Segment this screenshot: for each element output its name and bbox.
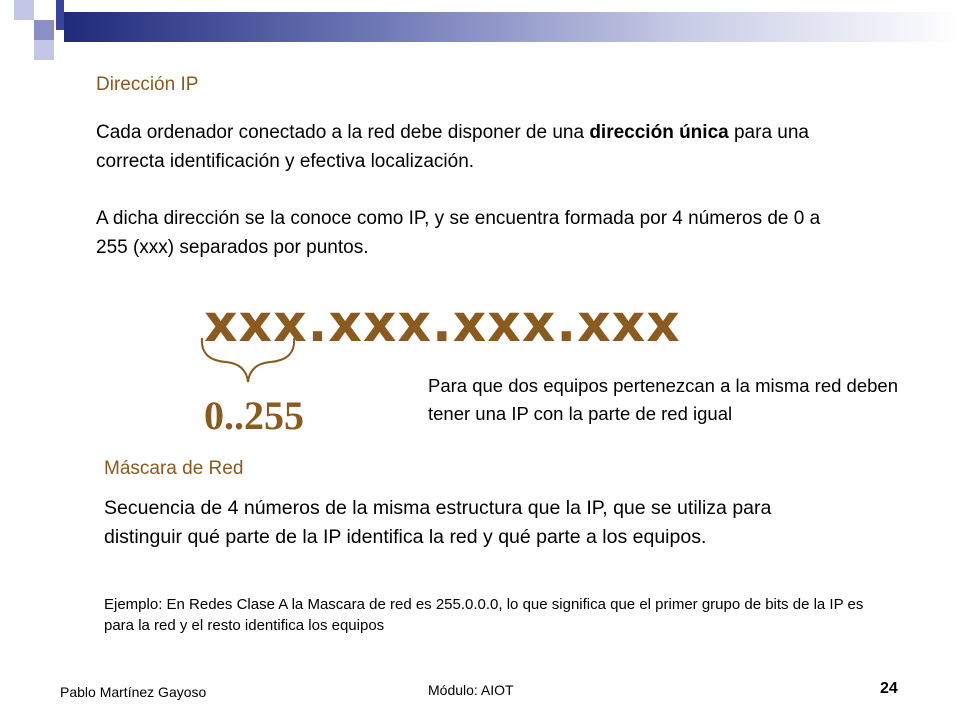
header-square (14, 20, 34, 40)
ip-pattern: xxx.xxx.xxx.xxx (204, 294, 681, 354)
ip-format-paragraph: A dicha dirección se la conoce como IP, y se encuentra formada por 4 números de 0 a 255 (xxx) separados por puntos. (96, 208, 821, 258)
header-gradient-bar (64, 12, 960, 42)
ip-intro-paragraph (96, 118, 836, 176)
header-square (14, 0, 34, 20)
ip-intro-post: para una correcta identificación y efectiva localización. (96, 122, 809, 172)
ip-intro-bold: dirección única (589, 122, 729, 143)
mask-example: Ejemplo: En Redes Clase A la Mascara de red es 255.0.0.0, lo que significa que el primer grupo de bits de la IP es para la red y el resto identifica los equipos (104, 596, 864, 634)
section-title-mask: Máscara de Red (104, 458, 244, 479)
same-network-note: Para que dos equipos pertenezcan a la misma red deben tener una IP con la parte de red igual (428, 375, 898, 424)
brace-icon (196, 332, 306, 392)
header-square (34, 20, 54, 40)
ip-intro-pre: Cada ordenador conectado a la red debe disponer de una (96, 122, 590, 143)
header-square (56, 0, 64, 30)
footer-author: Pablo Martínez Gayoso (60, 684, 207, 700)
header-square (34, 40, 54, 60)
header-square (34, 0, 56, 22)
octet-range: 0..255 (204, 393, 304, 438)
header-square (14, 40, 34, 52)
header-square (0, 0, 14, 14)
mask-definition: Secuencia de 4 números de la misma estructura que la IP, que se utiliza para distinguir qué parte de la IP identifica la red y qué parte a los equipos. (104, 497, 772, 548)
footer-module: Módulo: AIOT (428, 682, 514, 698)
section-title-ip: Dirección IP (96, 74, 199, 95)
page-number: 24 (880, 680, 898, 697)
